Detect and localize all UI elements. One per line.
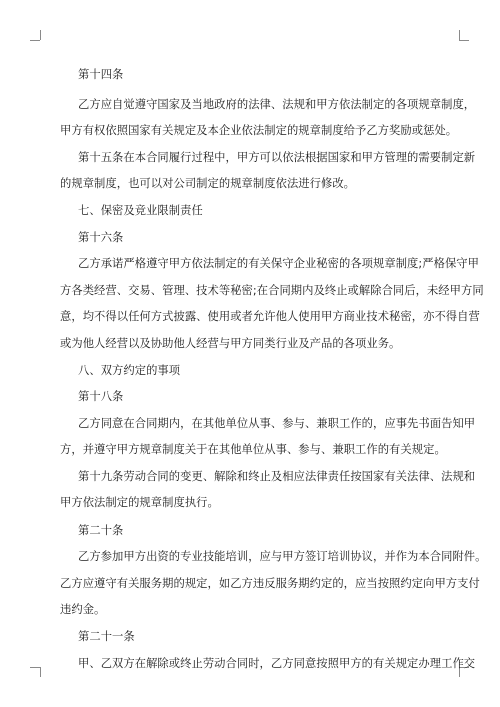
paragraph-line: 甲、乙双方在解除或终止劳动合同时，乙方同意按照甲方的有关规定办理工作交 [78, 657, 476, 670]
crop-mark-top-right-h [459, 40, 469, 41]
paragraph-line: 乙方参加甲方出资的专业技能培训，应与甲方签订培训协议，并作为本合同附件。 [78, 550, 487, 563]
paragraph-line: 或为他人经营以及协助他人经营与甲方同类行业及产品的各项业务。 [60, 337, 401, 350]
paragraph-line: 乙方承诺严格遵守甲方依法制定的有关保守企业秘密的各项规章制度;严格保守甲 [78, 257, 479, 270]
article-heading: 第二十一条 [78, 630, 135, 643]
paragraph-line: 违约金。 [60, 603, 106, 616]
paragraph-line: 甲方依法制定的规章制度执行。 [60, 496, 219, 509]
article-heading: 第十四条 [78, 68, 124, 81]
paragraph-line: 第十五条在本合同履行过程中，甲方可以依法根据国家和甲方管理的需要制定新 [78, 151, 476, 164]
crop-mark-bottom-left-v [40, 667, 41, 677]
section-heading: 八、双方约定的事项 [78, 364, 181, 377]
paragraph-line: 的规章制度，也可以对公司制定的规章制度依法进行修改。 [60, 177, 356, 190]
paragraph-line: 方各类经营、交易、管理、技术等秘密;在合同期内及终止或解除合同后，未经甲方同 [60, 284, 484, 297]
article-heading: 第十八条 [78, 390, 124, 403]
paragraph-line: 乙方同意在合同期内，在其他单位从事、参与、兼职工作的，应事先书面告知甲 [78, 417, 476, 430]
paragraph-line: 甲方有权依照国家有关规定及本企业依法制定的规章制度给予乙方奖励或惩处。 [60, 124, 458, 137]
article-heading: 第二十条 [78, 524, 124, 537]
paragraph-line: 乙方应自觉遵守国家及当地政府的法律、法规和甲方依法制定的各项规章制度， [78, 98, 476, 111]
crop-mark-bottom-left-h [30, 667, 40, 668]
article-heading: 第十六条 [78, 231, 124, 244]
paragraph-line: 乙方应遵守有关服务期的规定，如乙方违反服务期约定的，应当按照约定向甲方支付 [60, 577, 480, 590]
paragraph-line: 方，并遵守甲方规章制度关于在其他单位从事、参与、兼职工作的有关规定。 [60, 443, 446, 456]
paragraph-line: 意，均不得以任何方式披露、使用或者允许他人使用甲方商业技术秘密，亦不得自营 [60, 310, 480, 323]
crop-mark-top-left-h [30, 40, 40, 41]
paragraph-line: 第十九条劳动合同的变更、解除和终止及相应法律责任按国家有关法律、法规和 [78, 470, 476, 483]
crop-mark-top-right-v [459, 30, 460, 40]
section-heading: 七、保密及竞业限制责任 [78, 204, 203, 217]
crop-mark-top-left-v [40, 30, 41, 40]
